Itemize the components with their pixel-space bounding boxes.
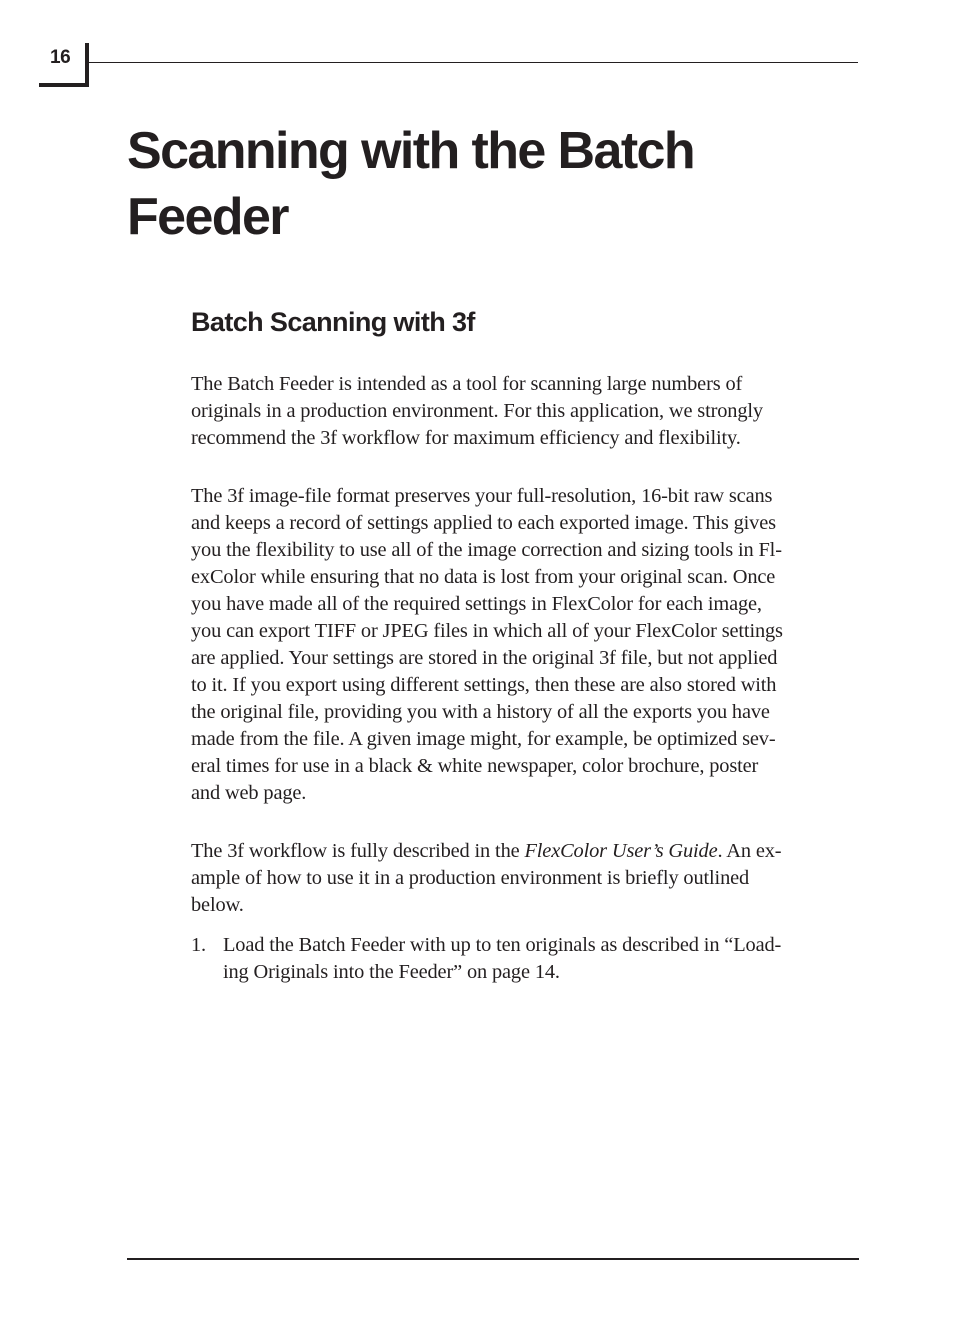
chapter-title-line: Feeder bbox=[127, 188, 288, 246]
text-line: Load the Batch Feeder with up to ten originals as described in “Load- bbox=[223, 934, 782, 956]
body-paragraph bbox=[191, 483, 861, 807]
text-line: ample of how to use it in a production environment is briefly outlined bbox=[191, 867, 750, 889]
guide-title-italic: FlexColor User’s Guide bbox=[524, 840, 718, 862]
text-line: made from the file. A given image might, for example, be optimized sev- bbox=[191, 728, 776, 750]
text-line: below. bbox=[191, 894, 244, 916]
text-line bbox=[191, 838, 861, 865]
body-paragraph bbox=[191, 838, 861, 919]
text-line: you have made all of the required settings in FlexColor for each image, bbox=[191, 593, 762, 615]
text-line: and keeps a record of settings applied to each exported image. This gives bbox=[191, 512, 776, 534]
chapter-title-line: Scanning with the Batch bbox=[127, 122, 695, 180]
text-line: to it. If you export using different settings, then these are also stored with bbox=[191, 674, 777, 696]
section-heading: Batch Scanning with 3f bbox=[191, 307, 475, 337]
text-line: and web page. bbox=[191, 782, 307, 804]
page-number: 16 bbox=[50, 47, 71, 68]
text-line: ing Originals into the Feeder” on page 14. bbox=[223, 961, 560, 983]
text-line: you the flexibility to use all of the image correction and sizing tools in Fl- bbox=[191, 539, 782, 561]
text-line: are applied. Your settings are stored in the original 3f file, but not applied bbox=[191, 647, 778, 669]
text-line: originals in a production environment. For this application, we strongly bbox=[191, 400, 763, 422]
header-rule bbox=[89, 62, 858, 63]
list-item-text bbox=[223, 932, 863, 986]
text-line: The Batch Feeder is intended as a tool for scanning large numbers of bbox=[191, 373, 743, 395]
text-line: The 3f image-file format preserves your full-resolution, 16-bit raw scans bbox=[191, 485, 773, 507]
text-line: eral times for use in a black & white newspaper, color brochure, poster bbox=[191, 755, 759, 777]
body-paragraph bbox=[191, 371, 861, 452]
text-line: you can export TIFF or JPEG files in which all of your FlexColor settings bbox=[191, 620, 783, 642]
header-bracket-vertical bbox=[85, 43, 89, 87]
chapter-title bbox=[127, 118, 847, 250]
list-item-number: 1. bbox=[191, 934, 206, 956]
text-run: The 3f workflow is fully described in the bbox=[191, 840, 525, 862]
text-line: recommend the 3f workflow for maximum efficiency and flexibility. bbox=[191, 427, 741, 449]
text-line: the original file, providing you with a history of all the exports you have bbox=[191, 701, 770, 723]
footer-rule bbox=[127, 1258, 859, 1260]
text-line: exColor while ensuring that no data is lost from your original scan. Once bbox=[191, 566, 776, 588]
text-run: . An ex- bbox=[717, 840, 782, 862]
header-bracket-horizontal bbox=[39, 83, 89, 87]
